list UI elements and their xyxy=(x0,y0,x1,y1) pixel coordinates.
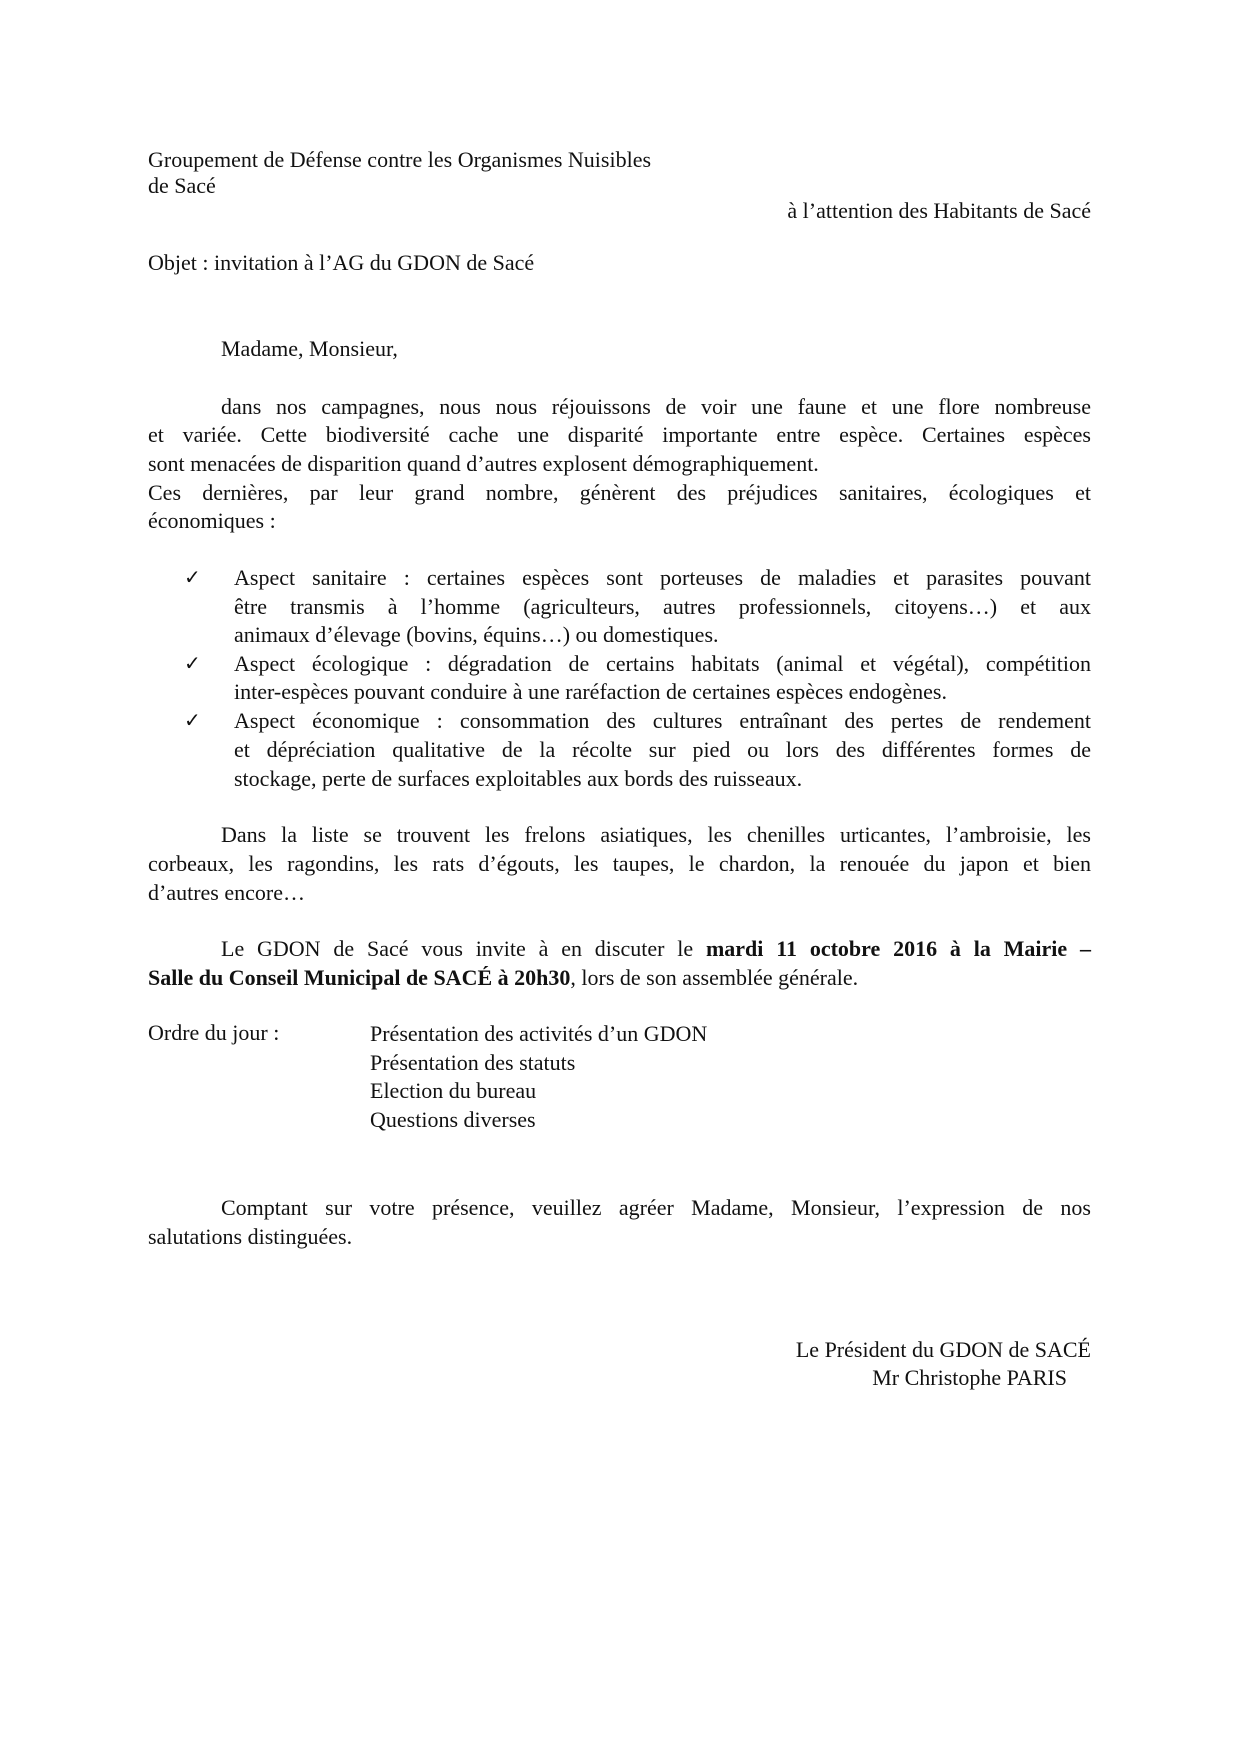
list-paragraph-line-1: Dans la liste se trouvent les frelons asiatiques, les chenilles urticantes, l’ambroisie, les xyxy=(221,822,1091,847)
aspect-economique-line-2: et dépréciation qualitative de la récolte sur pied ou lors des différentes formes de xyxy=(234,737,1091,762)
intro-line-1: dans nos campagnes, nous nous réjouissons de voir une faune et une flore nombreuse xyxy=(221,394,1091,419)
intro-line-5: économiques : xyxy=(148,508,276,533)
sender-line-2: de Sacé xyxy=(148,173,216,198)
check-icon: ✓ xyxy=(184,708,201,732)
intro-line-2: et variée. Cette biodiversité cache une disparité importante entre espèce. Certaines espèces xyxy=(148,422,1091,447)
signature-title: Le Président du GDON de SACÉ xyxy=(795,1337,1091,1362)
invitation-date-place: mardi 11 octobre 2016 à la Mairie – xyxy=(705,936,1091,961)
intro-line-4: Ces dernières, par leur grand nombre, génèrent des préjudices sanitaires, écologiques et xyxy=(148,480,1091,505)
signature-block xyxy=(691,1336,1091,1392)
closing-line-2: salutations distinguées. xyxy=(148,1224,353,1249)
invitation-text-start: Le GDON de Sacé vous invite à en discuter le xyxy=(221,936,706,961)
aspect-sanitaire-line-2: être transmis à l’homme (agriculteurs, autres professionnels, citoyens…) et aux xyxy=(234,594,1091,619)
agenda-item: Election du bureau xyxy=(370,1078,537,1103)
invitation-venue-time: Salle du Conseil Municipal de SACÉ à 20h30 xyxy=(148,965,571,990)
agenda-label: Ordre du jour : xyxy=(148,1020,280,1045)
check-icon: ✓ xyxy=(184,565,201,589)
aspect-sanitaire-line-1: Aspect sanitaire : certaines espèces sont porteuses de maladies et parasites pouvant xyxy=(234,565,1091,590)
closing-line-1: Comptant sur votre présence, veuillez agréer Madame, Monsieur, l’expression de nos xyxy=(221,1195,1091,1220)
sender-line-1: Groupement de Défense contre les Organismes Nuisibles xyxy=(148,147,652,172)
aspect-ecologique-line-1: Aspect écologique : dégradation de certains habitats (animal et végétal), compétition xyxy=(234,651,1091,676)
agenda-item: Présentation des activités d’un GDON xyxy=(370,1021,708,1046)
list-paragraph-line-2: corbeaux, les ragondins, les rats d’égouts, les taupes, le chardon, la renouée du japon et bien xyxy=(148,851,1091,876)
aspect-economique-line-3: stockage, perte de surfaces exploitables aux bords des ruisseaux. xyxy=(234,766,803,791)
invitation-line-1 xyxy=(221,935,1091,963)
invitation-line-2 xyxy=(148,964,1091,992)
recipient: à l’attention des Habitants de Sacé xyxy=(787,198,1091,223)
check-icon: ✓ xyxy=(184,651,201,675)
aspect-ecologique-line-2: inter-espèces pouvant conduire à une raréfaction de certaines espèces endogènes. xyxy=(234,679,947,704)
invitation-text-end: , lors de son assemblée générale. xyxy=(570,965,859,990)
aspect-sanitaire-line-3: animaux d’élevage (bovins, équins…) ou domestiques. xyxy=(234,622,719,647)
intro-line-3: sont menacées de disparition quand d’autres explosent démographiquement. xyxy=(148,451,819,476)
agenda-item: Présentation des statuts xyxy=(370,1050,576,1075)
signature-name: Mr Christophe PARIS xyxy=(872,1365,1067,1390)
salutation: Madame, Monsieur, xyxy=(221,336,398,361)
aspect-economique-line-1: Aspect économique : consommation des cultures entraînant des pertes de rendement xyxy=(234,708,1091,733)
subject-line: Objet : invitation à l’AG du GDON de Sacé xyxy=(148,250,535,275)
agenda-item: Questions diverses xyxy=(370,1107,536,1132)
list-paragraph-line-3: d’autres encore… xyxy=(148,880,305,905)
